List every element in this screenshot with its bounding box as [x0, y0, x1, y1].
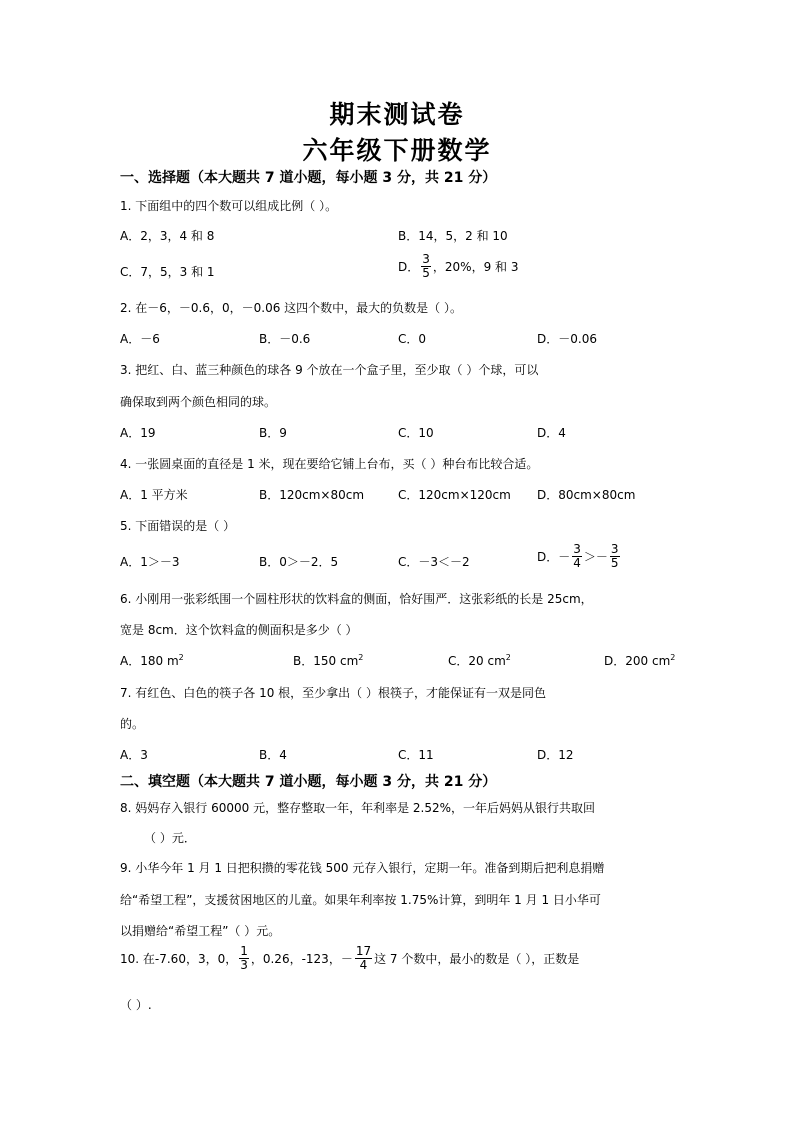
option-value: C．20 [448, 654, 484, 668]
unit [652, 654, 675, 668]
question-6-stem-line1: 6. 小刚用一张彩纸围一个圆柱形状的饮料盒的侧面，恰好围严．这张彩纸的长是 25cm， [120, 592, 593, 606]
unit-exponent: 2 [505, 653, 511, 662]
stem-part: 10. 在-7.60，3，0， [120, 952, 238, 966]
fraction [355, 945, 372, 972]
question-8-stem-line1: 8. 妈妈存入银行 60000 元，整存整取一年，年利率是 2.52%，一年后妈妈从银行共取回 [120, 801, 596, 815]
unit-text: m [166, 654, 179, 668]
unit-exponent: 2 [178, 653, 184, 662]
fraction-numerator: 17 [355, 944, 372, 958]
option-d-label: D． [398, 260, 420, 274]
question-2-stem: 2. 在－6，－0.6，0，－0.06 这四个数中，最大的负数是（ ）。 [120, 301, 462, 315]
question-7-stem-line1: 7. 有红色、白色的筷子各 10 根，至少拿出（ ）根筷子，才能保证有一双是同色 [120, 686, 546, 700]
question-5-option-b: B．0＞－2．5 [259, 555, 339, 569]
question-6-option-c [448, 652, 511, 669]
fraction-numerator: 1 [240, 944, 248, 958]
question-5-stem: 5. 下面错误的是（ ） [120, 519, 236, 533]
question-6-option-b [293, 652, 363, 669]
question-1-option-d [398, 253, 518, 280]
question-6-option-a [120, 652, 184, 669]
unit-text: cm [487, 654, 506, 668]
question-6-option-d [604, 652, 675, 669]
option-value: B．150 [293, 654, 337, 668]
unit [340, 654, 363, 668]
section-1-heading: 一、选择题（本大题共 7 道小题，每小题 3 分，共 21 分） [120, 170, 497, 186]
option-value: A．180 [120, 654, 164, 668]
question-9-stem-line2: 给“希望工程”，支援贫困地区的儿童。如果年利率按 1.75%计算，到明年 1 月 1 日小华可 [120, 893, 601, 907]
stem-part: ，0.26，-123，－ [250, 952, 353, 966]
unit-text: cm [339, 654, 359, 668]
question-1-option-b: B．14，5，2 和 10 [398, 229, 508, 243]
question-2-option-c: C．0 [398, 332, 427, 346]
fraction [239, 945, 249, 972]
fraction-denominator: 4 [359, 958, 368, 972]
fraction-numerator: 3 [610, 542, 619, 556]
question-4-option-d: D．80cm×80cm [537, 488, 636, 502]
question-2-option-a: A．－6 [120, 332, 160, 346]
question-9-stem-line3: 以捐赠给“希望工程”（ ）元。 [120, 924, 281, 938]
question-7-stem-line2: 的。 [120, 717, 145, 731]
question-3-stem-line2: 确保取到两个颜色相同的球。 [120, 395, 277, 409]
fraction [610, 543, 620, 570]
question-3-option-d: D．4 [537, 426, 566, 440]
question-7-option-b: B．4 [259, 748, 287, 762]
question-2-option-b: B．－0.6 [259, 332, 311, 346]
question-4-option-a: A．1 平方米 [120, 488, 188, 502]
question-10-stem-line2: （ ）. [120, 998, 152, 1012]
option-value: D．200 [604, 654, 649, 668]
question-10-stem-line1 [120, 945, 579, 972]
question-4-option-c: C．120cm×120cm [398, 488, 511, 502]
question-5-option-d [537, 543, 622, 570]
fraction-numerator: 3 [573, 542, 581, 556]
option-d-label: D．－ [537, 550, 571, 564]
question-9-stem-line1: 9. 小华今年 1 月 1 日把积攒的零花钱 500 元存入银行，定期一年。准备到期后把利息捐赠 [120, 861, 605, 875]
question-3-option-a: A．19 [120, 426, 156, 440]
page-subtitle: 六年级下册数学 [302, 136, 492, 165]
unit-exponent: 2 [670, 653, 676, 662]
question-3-option-c: C．10 [398, 426, 434, 440]
question-7-option-a: A．3 [120, 748, 148, 762]
fraction-denominator: 5 [610, 556, 619, 570]
question-1-option-c: C．7，5，3 和 1 [120, 265, 215, 279]
greater-than-sign: ＞－ [583, 550, 608, 564]
option-d-rest: ，20%，9 和 3 [432, 260, 519, 274]
fraction-denominator: 4 [573, 556, 581, 570]
question-6-stem-line2: 宽是 8cm．这个饮料盒的侧面积是多少（ ） [120, 623, 358, 637]
unit [487, 654, 510, 668]
fraction-denominator: 3 [240, 958, 248, 972]
question-5-option-c: C．－3＜－2 [398, 555, 470, 569]
question-4-option-b: B．120cm×80cm [259, 488, 365, 502]
fraction-numerator: 3 [422, 252, 430, 266]
unit-text: cm [651, 654, 671, 668]
question-1-stem: 1. 下面组中的四个数可以组成比例（ ）。 [120, 199, 338, 213]
fraction [572, 543, 582, 570]
question-3-option-b: B．9 [259, 426, 287, 440]
question-4-stem: 4. 一张圆桌面的直径是 1 米，现在要给它铺上台布，买（ ）种台布比较合适。 [120, 457, 539, 471]
unit-exponent: 2 [358, 653, 364, 662]
question-3-stem-line1: 3. 把红、白、蓝三种颜色的球各 9 个放在一个盒子里，至少取（ ）个球，可以 [120, 363, 539, 377]
question-7-option-c: C．11 [398, 748, 434, 762]
unit [167, 654, 184, 668]
fraction-denominator: 5 [422, 266, 430, 280]
question-7-option-d: D．12 [537, 748, 574, 762]
question-1-option-a: A．2，3，4 和 8 [120, 229, 215, 243]
stem-part: 这 7 个数中，最小的数是（ ），正数是 [374, 952, 580, 966]
question-8-stem-line2: （ ）元． [144, 831, 196, 845]
section-2-heading: 二、填空题（本大题共 7 道小题，每小题 3 分，共 21 分） [120, 774, 497, 790]
page-title: 期末测试卷 [329, 100, 465, 129]
question-2-option-d: D．－0.06 [537, 332, 597, 346]
fraction [421, 253, 431, 280]
question-5-option-a: A．1＞－3 [120, 555, 180, 569]
